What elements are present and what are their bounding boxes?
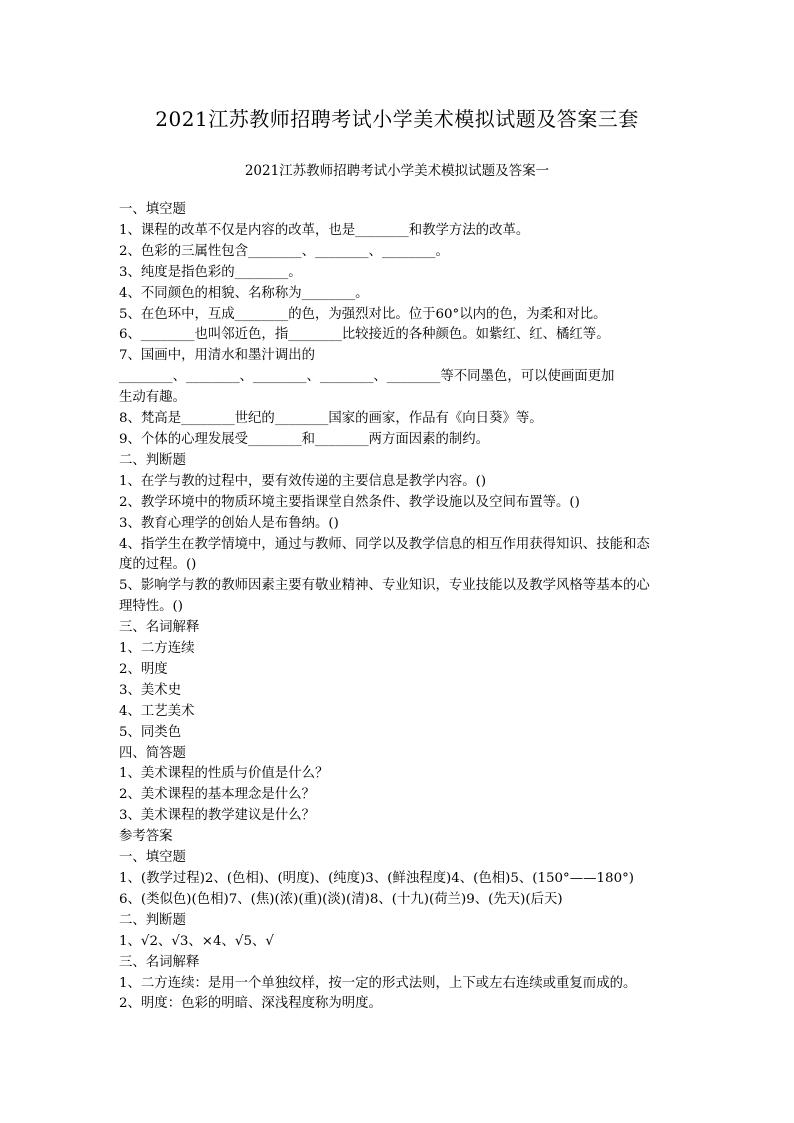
text-line: 三、名词解释 — [119, 954, 200, 970]
text-line: 四、简答题 — [119, 745, 186, 761]
text-line: 7、国画中，用清水和墨汁调出的 — [119, 348, 315, 364]
document-body — [119, 200, 679, 1015]
text-line: 4、指学生在教学情境中，通过与教师、同学以及教学信息的相互作用获得知识、技能和态 — [119, 536, 650, 552]
text-line: 3、美术史 — [119, 682, 182, 698]
text-line: 9、个体的心理发展受________和________两方面因素的制约。 — [119, 431, 490, 447]
text-line: 8、梵高是________世纪的________国家的画家，作品有《向日葵》等。 — [119, 411, 543, 427]
text-line: 二、判断题 — [119, 452, 186, 468]
text-line: 3、纯度是指色彩的________。 — [119, 264, 302, 280]
text-line: 二、判断题 — [119, 912, 186, 928]
text-line: 5、影响学与教的教师因素主要有敬业精神、专业知识，专业技能以及教学风格等基本的心 — [119, 578, 650, 594]
text-line: 4、不同颜色的相貌、名称称为________。 — [119, 285, 369, 301]
text-line: 3、教育心理学的创始人是布鲁纳。() — [119, 515, 339, 531]
text-line: 度的过程。() — [119, 557, 197, 573]
text-line: 2、明度：色彩的明暗、深浅程度称为明度。 — [119, 996, 382, 1012]
document-subtitle: 2021江苏教师招聘考试小学美术模拟试题及答案一 — [244, 163, 550, 179]
text-line: 1、美术课程的性质与价值是什么？ — [119, 766, 329, 782]
text-line: 一、填空题 — [119, 850, 186, 866]
text-line: 1、二方连续 — [119, 641, 195, 657]
text-line: 4、工艺美术 — [119, 703, 195, 719]
text-line: 参考答案 — [119, 829, 173, 845]
document-title: 2021江苏教师招聘考试小学美术模拟试题及答案三套 — [155, 107, 639, 131]
text-line: 2、明度 — [119, 661, 168, 677]
text-line: 1、二方连续：是用一个单独纹样，按一定的形式法则，上下或左右连续或重复而成的。 — [119, 975, 637, 991]
text-line: 1、√2、√3、×4、√5、√ — [119, 933, 274, 949]
text-line: 2、美术课程的基本理念是什么？ — [119, 787, 315, 803]
text-line: 5、同类色 — [119, 724, 182, 740]
text-line: ________、________、________、________、________等不同墨色，可以使画面更加 — [119, 369, 615, 385]
text-line: 5、在色环中，互成________的色，为强烈对比。位于60°以内的色，为柔和对比。 — [119, 306, 607, 322]
text-line: 生动有趣。 — [119, 390, 186, 406]
text-line: 2、教学环境中的物质环境主要指课堂自然条件、教学设施以及空间布置等。() — [119, 494, 580, 510]
text-line: 1、课程的改革不仅是内容的改革，也是________和教学方法的改革。 — [119, 222, 530, 238]
text-line: 1、在学与教的过程中，要有效传递的主要信息是教学内容。() — [119, 473, 487, 489]
text-line: 2、色彩的三属性包含________、________、________。 — [119, 243, 449, 259]
text-line: 6、________也叫邻近色，指________比较接近的各种颜色。如紫红、红、橘红等。 — [119, 327, 610, 343]
text-line: 一、填空题 — [119, 202, 186, 217]
text-line: 1、(教学过程)2、(色相)、(明度)、(纯度)3、(鲜浊程度)4、(色相)5、(150°——180°) — [119, 871, 635, 886]
text-line: 6、(类似色)(色相)7、(焦)(浓)(重)(淡)(清)8、(十九)(荷兰)9、(先天)(后天) — [119, 891, 563, 907]
text-line: 理特性。() — [119, 599, 184, 615]
text-line: 3、美术课程的教学建议是什么？ — [119, 808, 315, 824]
text-line: 三、名词解释 — [119, 620, 200, 636]
